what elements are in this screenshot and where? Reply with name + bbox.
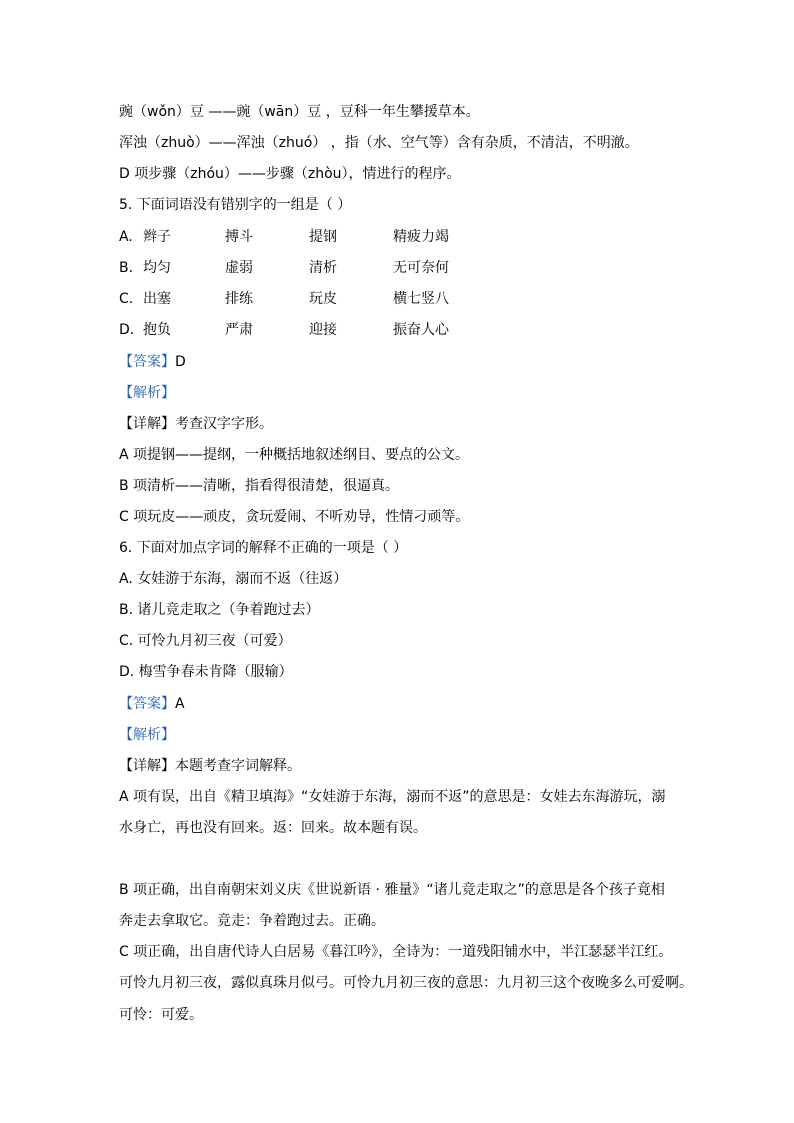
detail-tag: 【详解】 <box>119 416 175 432</box>
option-word: 横七竖八 <box>393 291 449 307</box>
option-word: 排练 <box>225 291 253 307</box>
q5-explanation-b: B 项清析——清晰，指看得很清楚，很逼真。 <box>119 478 400 494</box>
question-6: 6. 下面对加点字词的解释不正确的一项是（ ） <box>119 540 408 556</box>
option-word: 辫子 <box>143 229 171 245</box>
q6-explanation-a-line2: 水身亡，再也没有回来。返：回来。故本题有误。 <box>119 820 427 836</box>
answer-tag: 【答案】 <box>119 696 175 712</box>
q6-answer <box>119 694 185 714</box>
option-word: 抱负 <box>143 322 171 338</box>
q6-explanation-c-line1: C 项正确，出自唐代诗人白居易《暮江吟》，全诗为：一道残阳铺水中，半江瑟瑟半江红。 <box>119 944 673 960</box>
q6-option-c: C. 可怜九月初三夜（可爱） <box>119 633 292 649</box>
q6-option-d: D. 梅雪争春未肯降（服输） <box>119 664 293 680</box>
option-word: 玩皮 <box>309 291 337 307</box>
option-word: 搏斗 <box>225 229 253 245</box>
q5-analysis-tag: 【解析】 <box>119 385 175 401</box>
q6-detail <box>119 756 301 776</box>
option-word: 出塞 <box>143 291 171 307</box>
detail-text: 本题考查字词解释。 <box>175 758 301 774</box>
q6-explanation-c-line2: 可怜九月初三夜，露似真珠月似弓。可怜九月初三夜的意思：九月初三这个夜晚多么可爱啊。 <box>119 975 693 991</box>
q6-option-a: A. 女娃游于东海，溺而不返（往返） <box>119 571 348 587</box>
text-line: 豌（wǒn）豆 ——豌（wān）豆 ，豆科一年生攀援草本。 <box>119 104 480 120</box>
q6-explanation-a-line1: A 项有误，出自《精卫填海》“女娃游于东海，溺而不返”的意思是：女娃去东海游玩，溺 <box>119 789 666 805</box>
text-line: D 项步骤（zhóu）——步骤（zhòu），情进行的程序。 <box>119 166 461 182</box>
q5-answer <box>119 352 186 372</box>
q5-explanation-a: A 项提钢——提纲，一种概括地叙述纲目、要点的公文。 <box>119 447 470 463</box>
option-label: A. <box>119 229 133 245</box>
detail-text: 考查汉字字形。 <box>175 416 273 432</box>
option-word: 精疲力竭 <box>393 229 449 245</box>
q5-explanation-c: C 项玩皮——顽皮，贪玩爱闹、不听劝导，性情刁顽等。 <box>119 509 470 525</box>
answer-value: D <box>175 354 186 370</box>
option-label: D. <box>119 322 135 338</box>
text-line: 浑浊（zhuò）——浑浊（zhuó） ，指（水、空气等）含有杂质，不清洁，不明澈。 <box>119 135 639 151</box>
option-label: C. <box>119 291 134 307</box>
option-word: 严肃 <box>225 322 253 338</box>
q6-explanation-b-line1: B 项正确，出自南朝宋刘义庆《世说新语 · 雅量》“诸儿竞走取之”的意思是各个孩子竟相 <box>119 882 665 898</box>
option-word: 均匀 <box>143 260 171 276</box>
option-word: 无可奈何 <box>393 260 449 276</box>
q6-explanation-b-line2: 奔走去拿取它。竞走：争着跑过去。正确。 <box>119 913 385 929</box>
q6-explanation-c-line3: 可怜：可爱。 <box>119 1007 203 1023</box>
option-word: 提钢 <box>309 229 337 245</box>
answer-tag: 【答案】 <box>119 354 175 370</box>
q5-detail <box>119 414 273 434</box>
question-5: 5. 下面词语没有错别字的一组是（ ） <box>119 197 352 213</box>
option-word: 迎接 <box>309 322 337 338</box>
q6-option-b: B. 诸儿竞走取之（争着跑过去） <box>119 602 320 618</box>
option-label: B. <box>119 260 134 276</box>
answer-value: A <box>175 696 185 712</box>
option-word: 振奋人心 <box>393 322 449 338</box>
option-word: 虚弱 <box>225 260 253 276</box>
detail-tag: 【详解】 <box>119 758 175 774</box>
option-word: 清析 <box>309 260 337 276</box>
q6-analysis-tag: 【解析】 <box>119 727 175 743</box>
